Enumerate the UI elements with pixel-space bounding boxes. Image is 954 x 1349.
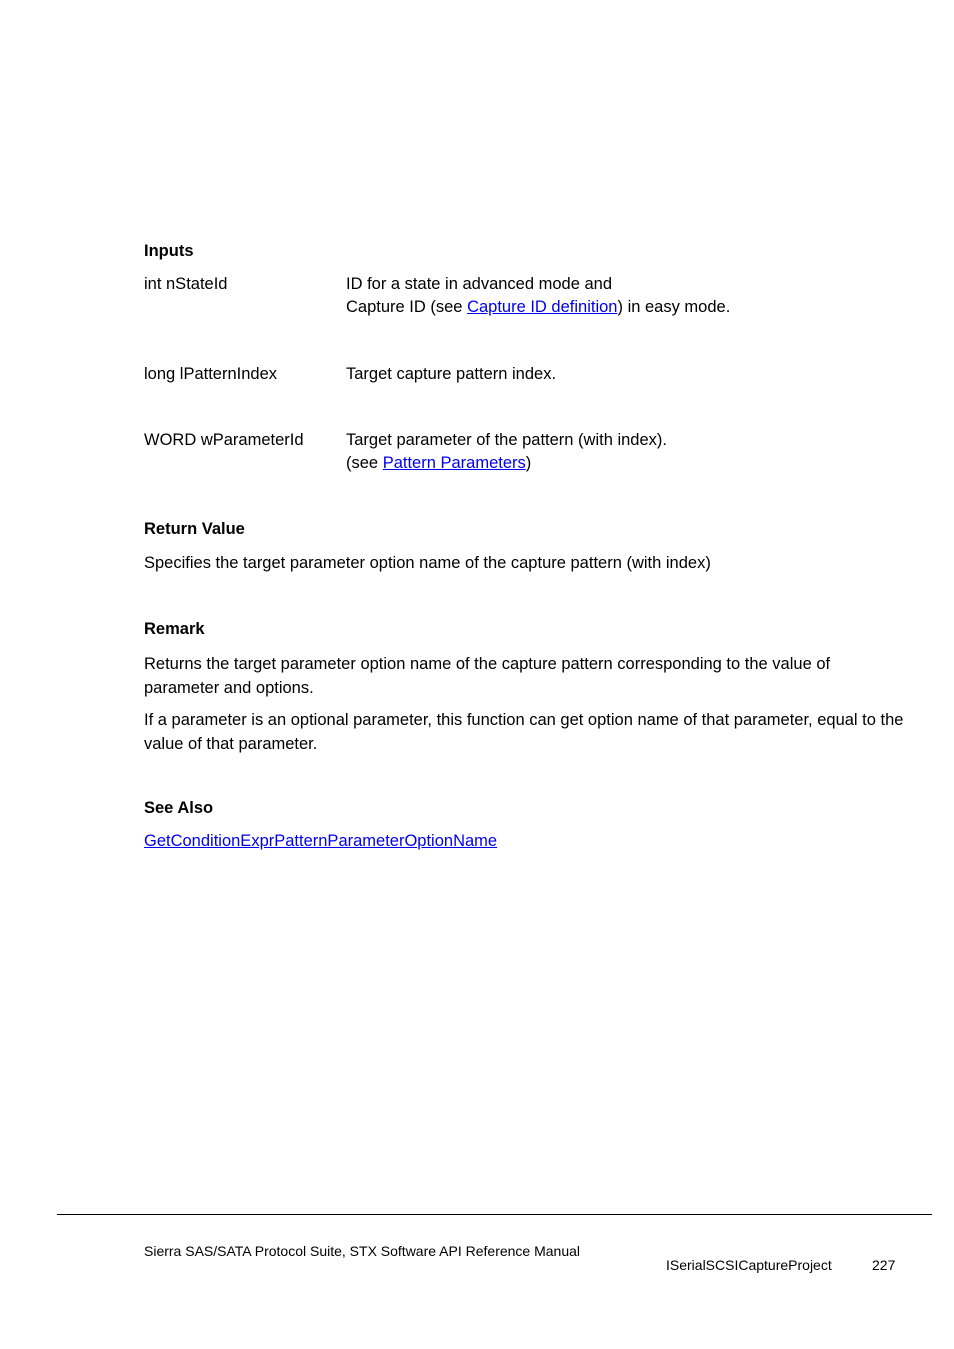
capture-id-definition-link[interactable]: Capture ID definition — [467, 298, 618, 316]
return-value-heading: Return Value — [144, 520, 245, 538]
param-desc-nstateid-line1: ID for a state in advanced mode and — [346, 275, 612, 293]
footer-manual-title: Sierra SAS/SATA Protocol Suite, STX Software API Reference Manual — [144, 1243, 581, 1259]
desc-text: (see — [346, 454, 383, 472]
param-desc-lpatternindex: Target capture pattern index. — [346, 365, 557, 383]
param-name-wparameterid: WORD wParameterId — [144, 431, 304, 449]
desc-text: Capture ID (see — [346, 298, 468, 316]
pattern-parameters-link[interactable]: Pattern Parameters — [382, 454, 526, 472]
return-value-text: Specifies the target parameter option name of the capture pattern (with index) — [144, 554, 711, 572]
param-desc-wparameterid-line1: Target parameter of the pattern (with index). — [346, 431, 667, 449]
see-also-heading: See Also — [144, 799, 214, 817]
footer-section-name: ISerialSCSICaptureProject — [666, 1257, 832, 1273]
footer-divider — [57, 1214, 932, 1215]
remark-heading: Remark — [144, 620, 205, 638]
param-desc-wparameterid-line2 — [346, 454, 531, 473]
param-name-lpatternindex: long lPatternIndex — [144, 365, 278, 383]
param-name-nstateid: int nStateId — [144, 275, 228, 293]
remark-paragraph-2: If a parameter is an optional parameter, this function can get option name of that parameter, equal to the value of that parameter. — [144, 711, 904, 753]
inputs-heading: Inputs — [144, 242, 194, 260]
see-also-link[interactable]: GetConditionExprPatternParameterOptionName — [144, 832, 498, 850]
desc-text: ) in easy mode. — [617, 298, 731, 316]
desc-text: ) — [525, 454, 532, 472]
footer-page-number: 227 — [872, 1257, 896, 1273]
param-desc-nstateid-line2 — [346, 298, 730, 317]
remark-paragraph-1: Returns the target parameter option name of the capture pattern corresponding to the value of parameter and options. — [144, 655, 831, 697]
